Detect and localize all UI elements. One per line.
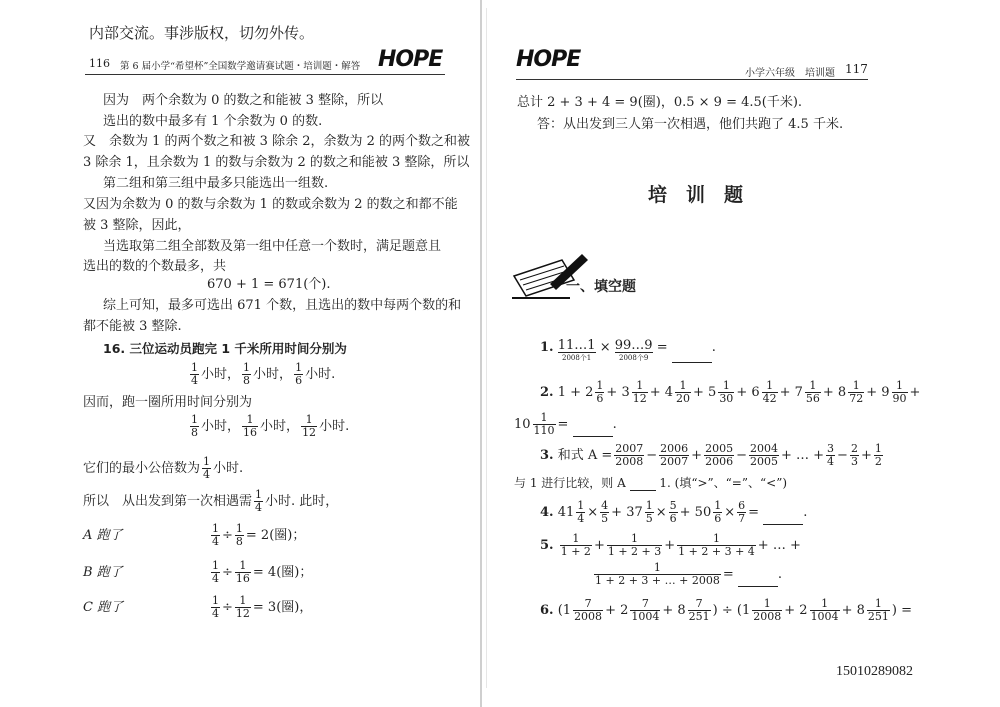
text-line: 总计 2 + 3 + 4 = 9(圈)，0.5 × 9 = 4.5(千米). bbox=[517, 95, 803, 110]
page-number-right: 117 bbox=[845, 62, 868, 76]
a-label: A 跑了 bbox=[83, 528, 123, 543]
question-1: 1. 11…1 2008个1 × 99…9 2008个9 = . bbox=[540, 338, 716, 362]
book-spine-shadow bbox=[486, 8, 487, 688]
fraction: $\frac{1}{12}$ bbox=[302, 413, 317, 439]
page-number-left: 116 bbox=[89, 57, 110, 70]
hope-logo-left: HOPE bbox=[378, 47, 443, 72]
text-line: 选出的数中最多有 1 个余数为 0 的数. bbox=[103, 114, 323, 129]
a-equation: $\frac{1}{4}$ ÷ $\frac{1}{8}$ = 2(圈)； bbox=[212, 522, 306, 548]
c-equation: $\frac{1}{4}$ ÷ $\frac{1}{12}$ = 3(圈)， bbox=[212, 594, 313, 620]
lcm-line: 它们的最小公倍数为 $\frac{1}{4}$ 小时. bbox=[83, 455, 244, 481]
time-fractions-row1: $\frac{1}{4}$ 小时， $\frac{1}{8}$ 小时， $\frac{1}{6}$ 小时. bbox=[191, 361, 336, 387]
question-2-cont: 10 $\frac{1}{110}$ = . bbox=[514, 411, 617, 437]
fraction: $\frac{1}{4}$ bbox=[203, 455, 211, 481]
text-line: 第二组和第三组中最多只能选出一组数. bbox=[103, 176, 329, 191]
text-line: 选出的数的个数最多，共 bbox=[83, 259, 227, 274]
fraction: $\frac{1}{4}$ bbox=[255, 488, 263, 514]
phone-number: 15010289082 bbox=[836, 664, 913, 679]
text-line: 综上可知，最多可选出 671 个数，且选出的数中每两个数的和 bbox=[103, 298, 462, 313]
fraction: $\frac{1}{8}$ bbox=[243, 361, 251, 387]
text-line: 当选取第二组全部数及第一组中任意一个数时，满足题意且 bbox=[103, 239, 442, 254]
b-label: B 跑了 bbox=[83, 565, 123, 580]
question-6: 6. (1 $\frac{7}{2008}$ + 2 $\frac{7}{1004}$ + 8 $\frac{7}{251}$ ) ÷ (1 $\frac{1}{2008}$ + 2 $\frac{1}{1004}$ + 8 $\frac{1}{251}$ ) = bbox=[540, 597, 912, 623]
hope-logo-right: HOPE bbox=[516, 47, 581, 72]
question-2: 2. 1 + 2 $\frac{1}{6}$ + 3 $\frac{1}{12}$ + 4 $\frac{1}{20}$ + 5 $\frac{1}{30}$ + 6 $\frac{1}{42}$ + 7 $\frac{1}{56}$ + 8 $\frac{1}{72}$ + 9 $\frac{1}{90}$ + bbox=[540, 379, 921, 405]
text-line: 3 除余 1，且余数为 1 的数与余数为 2 的数之和能被 3 整除，所以 bbox=[83, 155, 470, 170]
answer-blank bbox=[573, 424, 613, 437]
answer-line: 答：从出发到三人第一次相遇，他们共跑了 4.5 千米. bbox=[537, 117, 844, 132]
text-line: 被 3 整除，因此， bbox=[83, 218, 191, 233]
text-line: 因而，跑一圈所用时间分别为 bbox=[83, 395, 253, 410]
equation: 670 + 1 = 671(个). bbox=[207, 277, 331, 292]
answer-blank bbox=[672, 350, 712, 363]
c-label: C 跑了 bbox=[83, 600, 124, 615]
header-rule-right bbox=[516, 79, 868, 80]
fraction: $\frac{1}{16}$ bbox=[243, 413, 258, 439]
answer-blank bbox=[763, 512, 803, 525]
fraction: $\frac{1}{4}$ bbox=[191, 361, 198, 387]
meet-line: 所以 从出发到第一次相遇需 $\frac{1}{4}$ 小时. 此时， bbox=[83, 488, 339, 514]
subsection-fill-in: 一、填空题 bbox=[566, 279, 636, 295]
right-running-header: 小学六年级 培训题 bbox=[745, 68, 835, 79]
b-equation: $\frac{1}{4}$ ÷ $\frac{1}{16}$ = 4(圈)； bbox=[212, 559, 313, 585]
fraction: $\frac{1}{6}$ bbox=[295, 361, 303, 387]
copyright-notice: 内部交流。事涉版权，切勿外传。 bbox=[89, 24, 315, 42]
question-3: 3. 和式 A = $\frac{2007}{2008}$ − $\frac{2006}{2007}$ + $\frac{2005}{2006}$ − $\frac{2004}{2005}$ + … + $\frac{3}{4}$ − $\frac{2}{3}$ + $\frac{1}{2}$ bbox=[540, 442, 882, 468]
left-running-header: 第 6 届小学“希望杯”全国数学邀请赛试题・培训题・解答 bbox=[120, 61, 361, 72]
question-5-cont: $\frac{1}{1 + 2 + 3 + \dots + 2008}$ = . bbox=[595, 561, 783, 587]
section-title: 培 训 题 bbox=[648, 184, 744, 206]
time-fractions-row2: $\frac{1}{8}$ 小时， $\frac{1}{16}$ 小时， $\frac{1}{12}$ 小时. bbox=[191, 413, 350, 439]
problem-16: 16. 三位运动员跑完 1 千米所用时间分别为 bbox=[103, 341, 347, 356]
text-line: 都不能被 3 整除. bbox=[83, 319, 182, 334]
text-line: 又 余数为 1 的两个数之和被 3 除余 2，余数为 2 的两个数之和被 bbox=[83, 134, 471, 149]
question-4: 4. 41 $\frac{1}{4}$ × $\frac{4}{5}$ + 37 $\frac{1}{5}$ × $\frac{5}{6}$ + 50 $\frac{1}{6}$ × $\frac{6}{7}$ = . bbox=[540, 499, 808, 525]
text-line: 又因为余数为 0 的数与余数为 1 的数或余数为 2 的数之和都不能 bbox=[83, 197, 458, 212]
question-5: 5. $\frac{1}{1 + 2}$ + $\frac{1}{1 + 2 + 3}$ + $\frac{1}{1 + 2 + 3 + 4}$ + … + bbox=[540, 532, 801, 558]
answer-blank bbox=[630, 478, 656, 491]
answer-blank bbox=[738, 574, 778, 587]
book-spine bbox=[480, 0, 482, 707]
fraction: $\frac{1}{8}$ bbox=[191, 413, 198, 439]
text-line: 因为 两个余数为 0 的数之和能被 3 整除，所以 bbox=[103, 93, 384, 108]
header-rule-left bbox=[85, 74, 445, 75]
question-3-cont: 与 1 进行比较，则 A 1. (填“>”、“=”、“<”) bbox=[514, 476, 788, 490]
